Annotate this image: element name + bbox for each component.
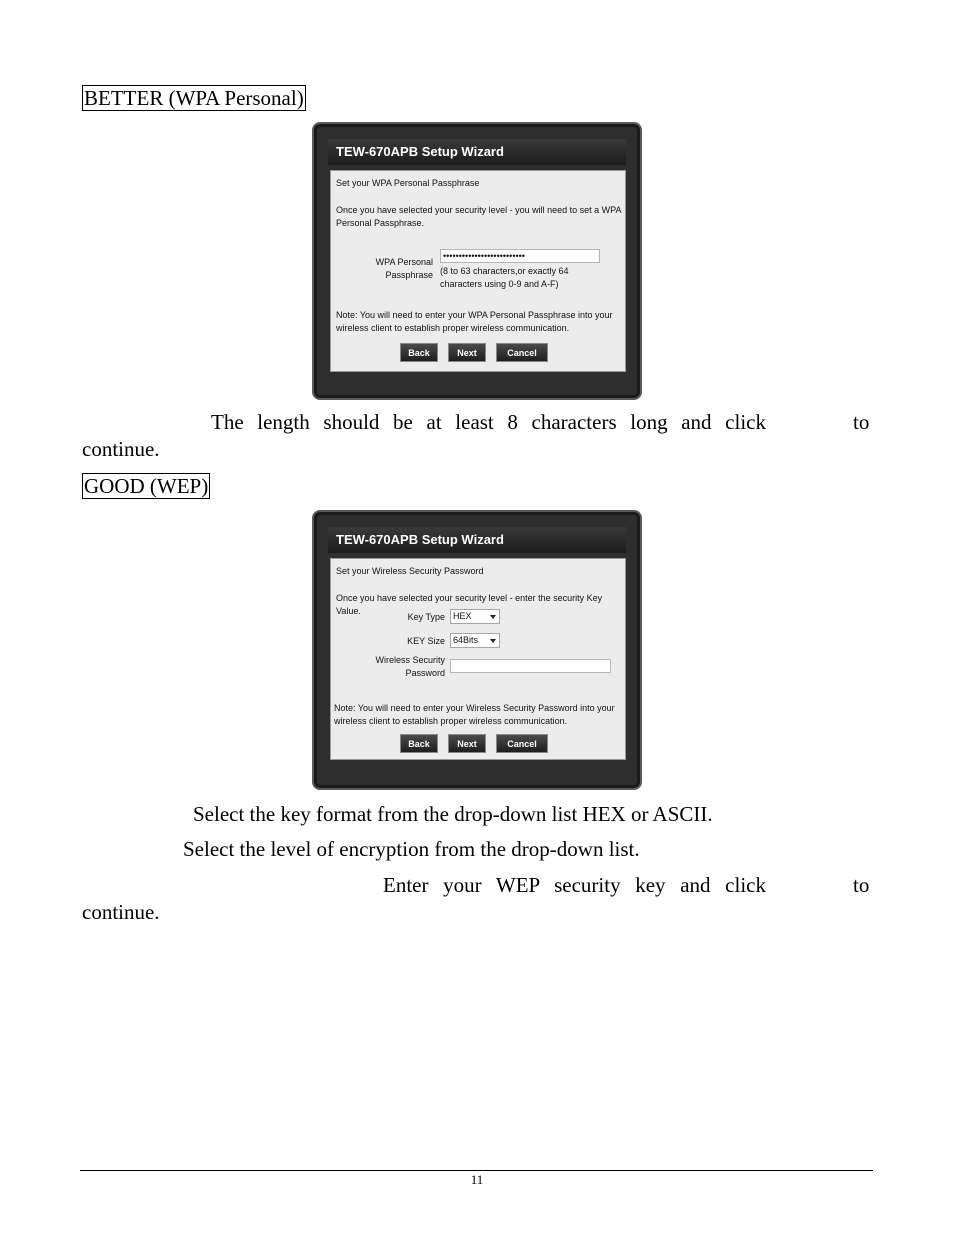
wizard-intro-line1: Once you have selected your security level - you will need to set a WPA — [336, 205, 622, 215]
section-label-wpa-personal: BETTER (WPA Personal) — [84, 86, 304, 110]
back-button[interactable]: Back — [400, 734, 438, 753]
wpa-instruction-to: to — [853, 410, 870, 434]
password-label-line1: Wireless Security — [375, 655, 445, 665]
wizard-intro-line2: Value. — [336, 606, 361, 616]
cancel-button[interactable]: Cancel — [496, 734, 548, 753]
chevron-down-icon — [490, 639, 496, 643]
wizard-note-line2: wireless client to establish proper wireless communication. — [336, 323, 570, 333]
wep-continue-text: continue. — [82, 900, 160, 924]
wizard-title: TEW-670APB Setup Wizard — [328, 527, 626, 553]
key-size-label: KEY Size — [407, 636, 445, 646]
cancel-button[interactable]: Cancel — [496, 343, 548, 362]
wizard-intro-line1: Once you have selected your security level - enter the security Key — [336, 593, 603, 603]
wep-wizard-screenshot — [312, 510, 642, 790]
wizard-body — [330, 558, 626, 760]
section-label-wep: GOOD (WEP) — [84, 474, 209, 498]
wpa-instruction-line1: The length should be at least 8 characters long and click — [211, 410, 766, 434]
wep-encryption-level-text: Select the level of encryption from the drop-down list. — [183, 837, 640, 861]
wizard-heading: Set your Wireless Security Password — [336, 566, 484, 576]
wireless-security-password-input[interactable] — [450, 659, 611, 673]
wizard-title: TEW-670APB Setup Wizard — [328, 139, 626, 165]
wizard-body — [330, 170, 626, 372]
key-size-select[interactable] — [450, 633, 500, 648]
wep-enter-key-to: to — [853, 873, 870, 897]
key-type-value: HEX — [453, 611, 472, 621]
wpa-wizard-screenshot — [312, 122, 642, 400]
passphrase-label-line1: WPA Personal — [375, 257, 433, 267]
footer-divider — [80, 1170, 873, 1171]
key-size-value: 64Bits — [453, 635, 479, 645]
wizard-intro-line2: Personal Passphrase. — [336, 218, 425, 228]
wep-key-format-text: Select the key format from the drop-down list HEX or ASCII. — [193, 802, 713, 826]
password-label-line2: Password — [405, 668, 445, 678]
chevron-down-icon — [490, 615, 496, 619]
wep-enter-key-text: Enter your WEP security key and click — [383, 873, 766, 897]
key-type-label: Key Type — [407, 612, 445, 622]
wizard-heading: Set your WPA Personal Passphrase — [336, 178, 480, 188]
wpa-instruction-line2: continue. — [82, 437, 160, 461]
passphrase-hint-line2: characters using 0-9 and A-F) — [440, 279, 559, 289]
key-type-select[interactable] — [450, 609, 500, 624]
page-number: 11 — [470, 1172, 484, 1187]
passphrase-input[interactable]: •••••••••••••••••••••••••• — [440, 249, 600, 263]
next-button[interactable]: Next — [448, 343, 486, 362]
passphrase-label-line2: Passphrase — [385, 270, 433, 280]
wizard-note-line1: Note: You will need to enter your WPA Personal Passphrase into your — [336, 310, 613, 320]
next-button[interactable]: Next — [448, 734, 486, 753]
wizard-note-line2: wireless client to establish proper wireless communication. — [334, 716, 568, 726]
back-button[interactable]: Back — [400, 343, 438, 362]
wizard-note-line1: Note: You will need to enter your Wireless Security Password into your — [334, 703, 615, 713]
passphrase-hint-line1: (8 to 63 characters,or exactly 64 — [440, 266, 569, 276]
